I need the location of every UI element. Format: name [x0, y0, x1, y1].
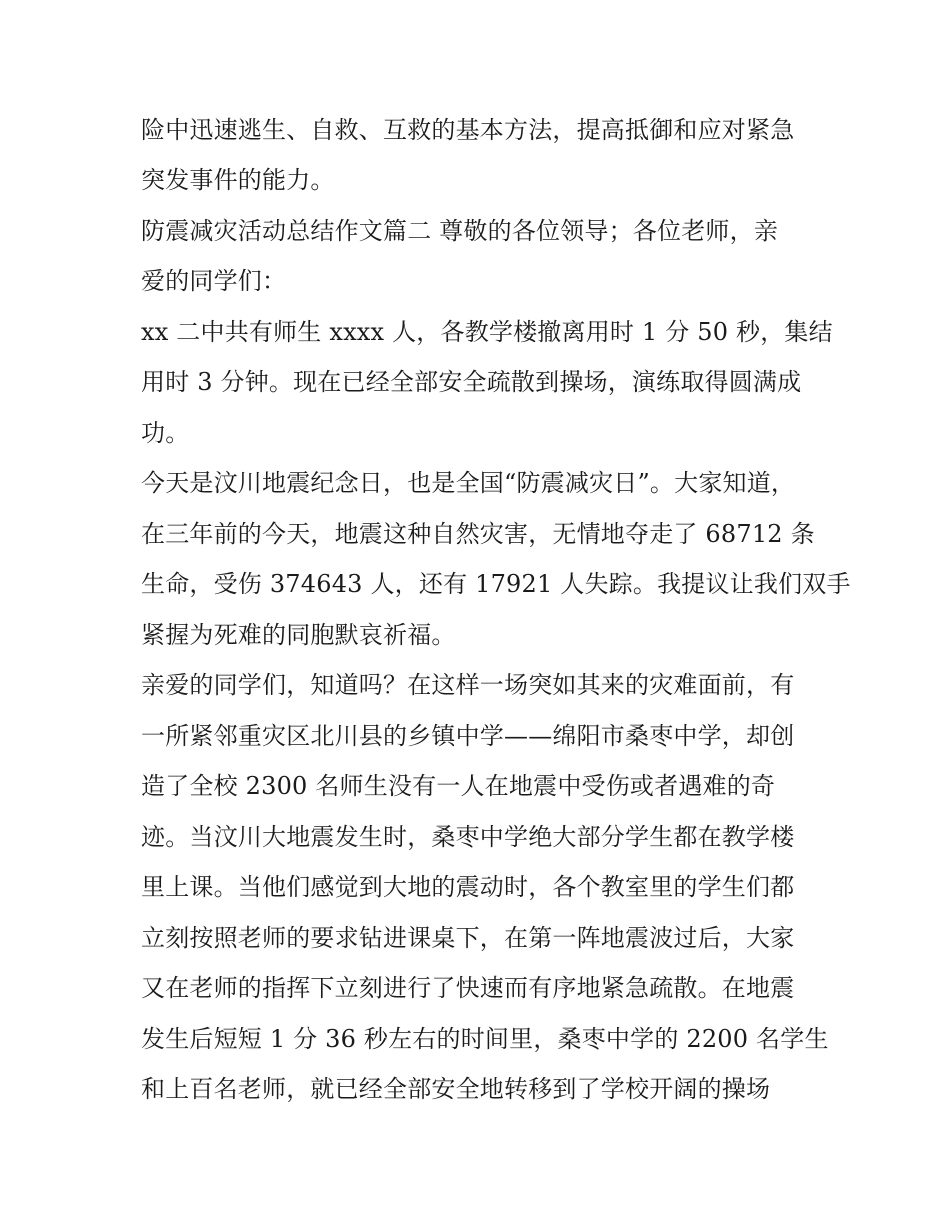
text-line: 功。 — [141, 419, 190, 447]
text-line: 在三年前的今天，地震这种自然灾害，无情地夺走了 68712 条 — [141, 520, 815, 548]
text-line: 立刻按照老师的要求钻进课桌下，在第一阵地震波过后，大家 — [141, 924, 795, 952]
text-line: 用时 3 分钟。现在已经全部安全疏散到操场，演练取得圆满成 — [141, 368, 802, 396]
text-line: 生命，受伤 374643 人，还有 17921 人失踪。我提议让我们双手 — [141, 570, 851, 598]
text-line: 和上百名老师，就已经全部安全地转移到了学校开阔的操场 — [141, 1075, 771, 1103]
text-line: 迹。当汶川大地震发生时，桑枣中学绝大部分学生都在教学楼 — [141, 823, 795, 851]
text-line: 突发事件的能力。 — [141, 166, 335, 194]
text-line: 爱的同学们： — [141, 267, 287, 295]
text-line: xx 二中共有师生 xxxx 人，各教学楼撤离用时 1 分 50 秒，集结 — [141, 318, 833, 346]
text-line: 一所紧邻重灾区北川县的乡镇中学——绵阳市桑枣中学，却创 — [141, 722, 795, 750]
text-line: 险中迅速逃生、自救、互救的基本方法，提高抵御和应对紧急 — [141, 116, 795, 144]
text-line: 发生后短短 1 分 36 秒左右的时间里，桑枣中学的 2200 名学生 — [141, 1025, 829, 1053]
text-line: 又在老师的指挥下立刻进行了快速而有序地紧急疏散。在地震 — [141, 974, 795, 1002]
text-line: 今天是汶川地震纪念日，也是全国“防震减灾日”。大家知道， — [141, 469, 796, 497]
text-line: 紧握为死难的同胞默哀祈福。 — [141, 621, 456, 649]
text-line: 亲爱的同学们，知道吗？在这样一场突如其来的灾难面前，有 — [141, 671, 795, 699]
text-line: 造了全校 2300 名师生没有一人在地震中受伤或者遇难的奇 — [141, 772, 776, 800]
text-line: 防震减灾活动总结作文篇二 尊敬的各位领导；各位老师，亲 — [141, 217, 779, 245]
text-line: 里上课。当他们感觉到大地的震动时，各个教室里的学生们都 — [141, 873, 795, 901]
